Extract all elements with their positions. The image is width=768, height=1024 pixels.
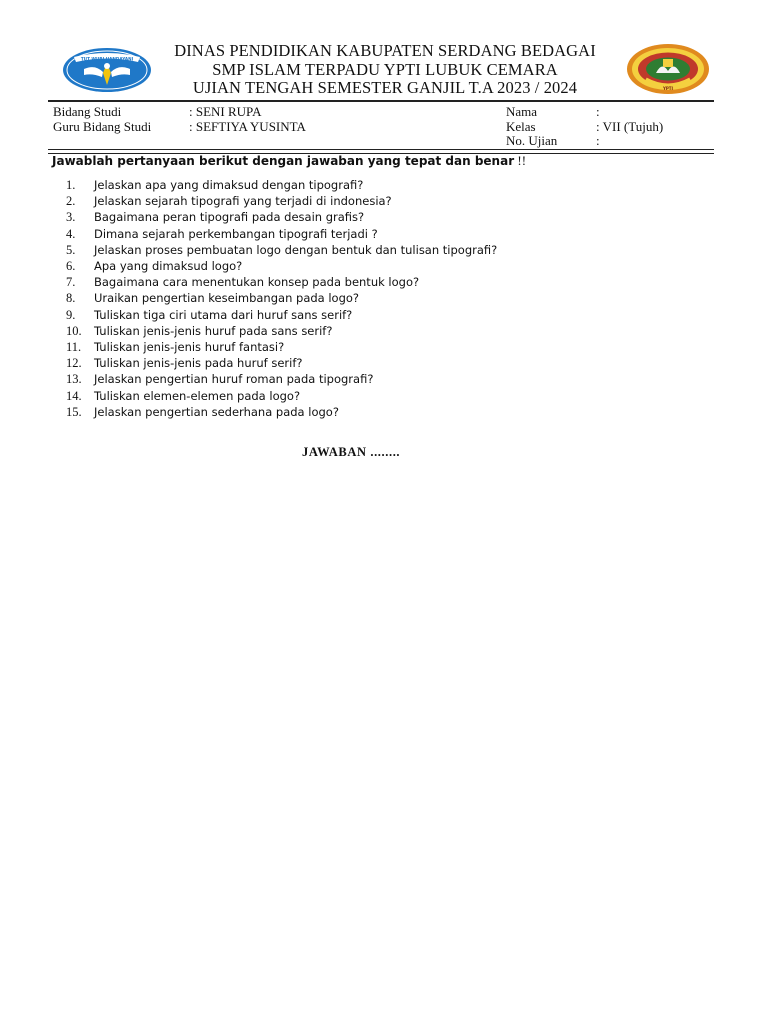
question-text: Jelaskan pengertian sederhana pada logo?	[94, 404, 339, 419]
instruction-suffix: !!	[514, 153, 527, 168]
question-item	[66, 193, 497, 209]
svg-text:YPTI: YPTI	[662, 86, 674, 91]
subject-info	[53, 105, 306, 134]
question-item	[66, 355, 497, 371]
question-text: Jelaskan pengertian huruf roman pada tipografi?	[94, 372, 374, 387]
question-item	[66, 339, 497, 355]
question-text: Tuliskan jenis-jenis huruf pada sans serif?	[94, 323, 333, 338]
question-text: Bagaimana cara menentukan konsep pada bentuk logo?	[94, 275, 420, 290]
question-text: Jelaskan proses pembuatan logo dengan bentuk dan tulisan tipografi?	[94, 242, 498, 257]
name-row	[506, 105, 663, 120]
question-item	[66, 226, 497, 242]
svg-text:TUT WURI HANDAYANI: TUT WURI HANDAYANI	[80, 56, 134, 62]
exam-number-value: :	[596, 133, 600, 148]
teacher-label: Guru Bidang Studi	[53, 118, 152, 134]
question-number: 13.	[66, 372, 82, 387]
question-item	[66, 323, 497, 339]
question-number: 5.	[66, 242, 76, 257]
question-item	[66, 404, 497, 420]
exam-number-label: No. Ujian	[506, 133, 558, 148]
header-divider	[48, 100, 714, 102]
question-item	[66, 371, 497, 387]
letterhead-line-1: DINAS PENDIDIKAN KABUPATEN SERDANG BEDAGAI	[174, 41, 596, 60]
exam-number-row	[506, 134, 663, 149]
question-number: 10.	[66, 323, 82, 338]
class-label: Kelas	[506, 118, 536, 134]
question-number: 9.	[66, 307, 76, 322]
letterhead	[150, 42, 620, 98]
question-number: 11.	[66, 340, 82, 355]
subject-label: Bidang Studi	[53, 104, 122, 119]
question-text: Tuliskan elemen-elemen pada logo?	[94, 388, 301, 403]
question-number: 15.	[66, 404, 82, 419]
question-text: Tuliskan jenis-jenis pada huruf serif?	[94, 356, 303, 371]
question-item	[66, 242, 497, 258]
question-number: 2.	[66, 194, 76, 209]
name-value: :	[596, 104, 600, 119]
question-text: Jelaskan apa yang dimaksud dengan tipografi?	[94, 178, 364, 192]
subject-row	[53, 105, 306, 120]
question-item	[66, 258, 497, 274]
question-list	[66, 177, 497, 420]
question-item	[66, 307, 497, 323]
question-number: 7.	[66, 275, 76, 290]
instruction-text: Jawablah pertanyaan berikut dengan jawaban yang tepat dan benar	[52, 154, 515, 168]
question-item	[66, 274, 497, 290]
question-item	[66, 209, 497, 225]
class-row	[506, 120, 663, 135]
question-number: 14.	[66, 388, 82, 403]
question-number: 12.	[66, 356, 82, 371]
question-text: Tuliskan jenis-jenis huruf fantasi?	[94, 340, 285, 355]
question-item	[66, 177, 497, 193]
question-text: Dimana sejarah perkembangan tipografi terjadi ?	[94, 226, 378, 241]
letterhead-line-2: SMP ISLAM TERPADU YPTI LUBUK CEMARA	[212, 59, 558, 79]
question-number: 8.	[66, 291, 76, 306]
question-item	[66, 290, 497, 306]
school-emblem-logo	[626, 43, 710, 95]
question-text: Apa yang dimaksud logo?	[94, 259, 243, 274]
instruction	[52, 153, 526, 169]
question-text: Tuliskan tiga ciri utama dari huruf sans serif?	[94, 307, 353, 322]
question-number: 6.	[66, 259, 76, 274]
question-number: 4.	[66, 226, 76, 241]
tut-wuri-handayani-logo	[62, 47, 152, 93]
question-text: Bagaimana peran tipografi pada desain grafis?	[94, 210, 365, 225]
answer-heading: JAWABAN ........	[302, 445, 401, 459]
question-number: 3.	[66, 210, 76, 225]
name-label: Nama	[506, 104, 538, 119]
class-value: : VII (Tujuh)	[596, 118, 664, 134]
teacher-value: : SEFTIYA YUSINTA	[189, 118, 306, 134]
question-text: Uraikan pengertian keseimbangan pada logo?	[94, 291, 360, 306]
question-item	[66, 388, 497, 404]
question-text: Jelaskan sejarah tipografi yang terjadi di indonesia?	[94, 194, 392, 209]
student-info	[506, 105, 663, 149]
teacher-row	[53, 120, 306, 135]
question-number: 1.	[66, 178, 76, 192]
letterhead-line-3: UJIAN TENGAH SEMESTER GANJIL T.A 2023 / 2024	[192, 78, 578, 97]
subject-value: : SENI RUPA	[189, 104, 262, 119]
